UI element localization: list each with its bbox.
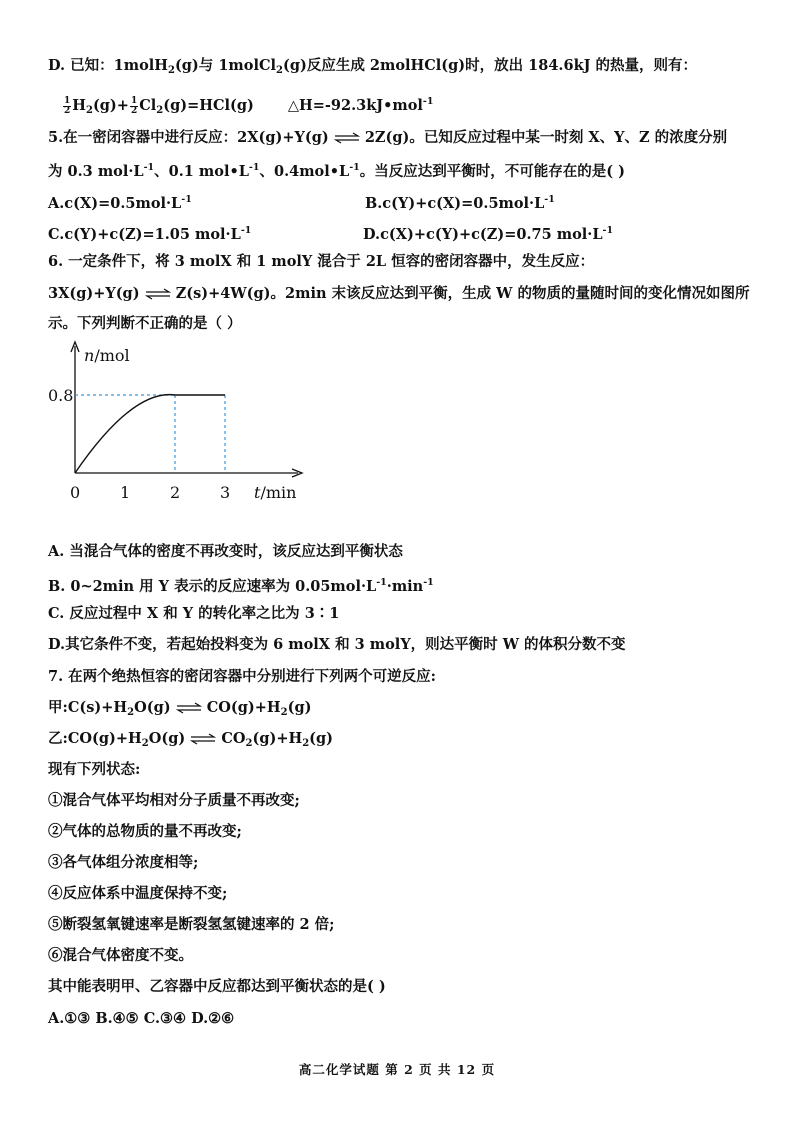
q4-option-d: D. 已知：1molH$_2$(g)与 1molCl$_2$(g)反应生成 2molHCl(g)时，放出 184.6kJ 的热量，则有： bbox=[48, 57, 698, 76]
q6-option-b: B. 0~2min 用 Y 表示的反应速率为 $0.05mol\cdot L^{-1}\cdot\min^{-1}$ bbox=[48, 577, 434, 595]
y-tick-label: 0.8 bbox=[48, 386, 74, 405]
q4d-equation: $\frac{1}{2}$ $H_2(g)+$ $\frac{1}{2}$ $Cl_2(g)=HCl(g)$ △H=-92.3kJ•mol$^{-1}$ bbox=[64, 95, 434, 116]
q7-state-2: ②气体的总物质的量不再改变; bbox=[48, 823, 242, 840]
page-footer: 高二化学试题 第 2 页 共 12 页 bbox=[298, 1062, 496, 1077]
q6-option-c: C. 反应过程中 X 和 Y 的转化率之比为 3∶1 bbox=[48, 605, 340, 622]
x-tick-label: 2 bbox=[170, 483, 181, 502]
delta-h: △H=-92.3kJ•mol bbox=[287, 97, 423, 114]
n-vs-t-graph bbox=[44, 338, 314, 508]
q7-intro: 现有下列状态: bbox=[48, 761, 141, 778]
q5-stem-line1: 5.在一密闭容器中进行反应：2X(g)+Y(g) 2Z(g)。已知反应过程中某一时刻 X、Y、Z 的浓度分别 bbox=[48, 129, 728, 146]
q7-state-4: ④反应体系中温度保持不变; bbox=[48, 885, 228, 902]
series-curve bbox=[75, 395, 225, 473]
q7-stem: 7. 在两个绝热恒容的密闭容器中分别进行下列两个可逆反应: bbox=[48, 668, 437, 685]
fraction-half: $\frac{1}{2}$ bbox=[64, 95, 71, 116]
q6-stem-line2: 3X(g)+Y(g) Z(s)+4W(g)。2min 末该反应达到平衡，生成 W 的物质的量随时间的变化情况如图所 bbox=[48, 285, 750, 302]
q7-state-6: ⑥混合气体密度不变。 bbox=[48, 947, 193, 964]
equilibrium-arrow-icon bbox=[176, 702, 202, 714]
q5-option-b: $B.c(Y)+c(X)=0.5mol\cdot L^{-1}$ bbox=[365, 194, 555, 212]
q5-stem-line2: 为 0.3 $mol\cdot L^{-1}$、0.1 $mol•L^{-1}$、$0.4mol•L^{-1}$。当反应达到平衡时，不可能存在的是( ) bbox=[48, 162, 626, 180]
q7-state-1: ①混合气体平均相对分子质量不再改变; bbox=[48, 792, 300, 809]
q7-reaction-yi: 乙$:CO(g)+H_2O(g)$ $CO_2(g)+H_2(g)$ bbox=[48, 730, 334, 749]
q5-option-d: D.c(X)+c(Y)+c(Z)=0.75 $mol\cdot L^{-1}$ bbox=[363, 225, 614, 243]
x-axis-title: t/min bbox=[254, 483, 297, 502]
equilibrium-arrow-icon bbox=[145, 288, 171, 300]
y-axis-title: n/mol bbox=[84, 346, 130, 365]
q7-question: 其中能表明甲、乙容器中反应都达到平衡状态的是( ) bbox=[48, 978, 386, 995]
fraction-half: $\frac{1}{2}$ bbox=[130, 95, 138, 116]
q7-state-5: ⑤断裂氢氧键速率是断裂氢氢键速率的 2 倍; bbox=[48, 916, 335, 933]
q7-options: A.①③ B.④⑤ C.③④ D.②⑥ bbox=[48, 1010, 235, 1027]
equilibrium-arrow-icon bbox=[334, 132, 360, 144]
q7-reaction-jia: 甲$:C(s)+H_2O(g)$ $CO(g)+H_2(g)$ bbox=[48, 699, 312, 718]
q6-option-d: D.其它条件不变，若起始投料变为 6 molX 和 3 molY，则达平衡时 W 的体积分数不变 bbox=[48, 636, 626, 653]
q5-option-c: C.c(Y)+c(Z)=1.05 $mol\cdot L^{-1}$ bbox=[48, 225, 252, 243]
x-tick-label: 0 bbox=[70, 483, 81, 502]
q4d-text-1: D. 已知：1molH bbox=[48, 57, 168, 74]
x-tick-label: 1 bbox=[120, 483, 131, 502]
q7-state-3: ③各气体组分浓度相等; bbox=[48, 854, 199, 871]
x-tick-label: 3 bbox=[220, 483, 231, 502]
q6-stem-line1: 6. 一定条件下，将 3 molX 和 1 molY 混合于 2L 恒容的密闭容器中，发生反应： bbox=[48, 253, 595, 270]
q6-option-a: A. 当混合气体的密度不再改变时，该反应达到平衡状态 bbox=[48, 543, 403, 560]
q5-option-a: $A.c(X)=0.5mol\cdot L^{-1}$ bbox=[48, 194, 192, 212]
equilibrium-arrow-icon bbox=[190, 733, 216, 745]
q6-stem-line3: 示。下列判断不正确的是（ ） bbox=[48, 315, 242, 332]
